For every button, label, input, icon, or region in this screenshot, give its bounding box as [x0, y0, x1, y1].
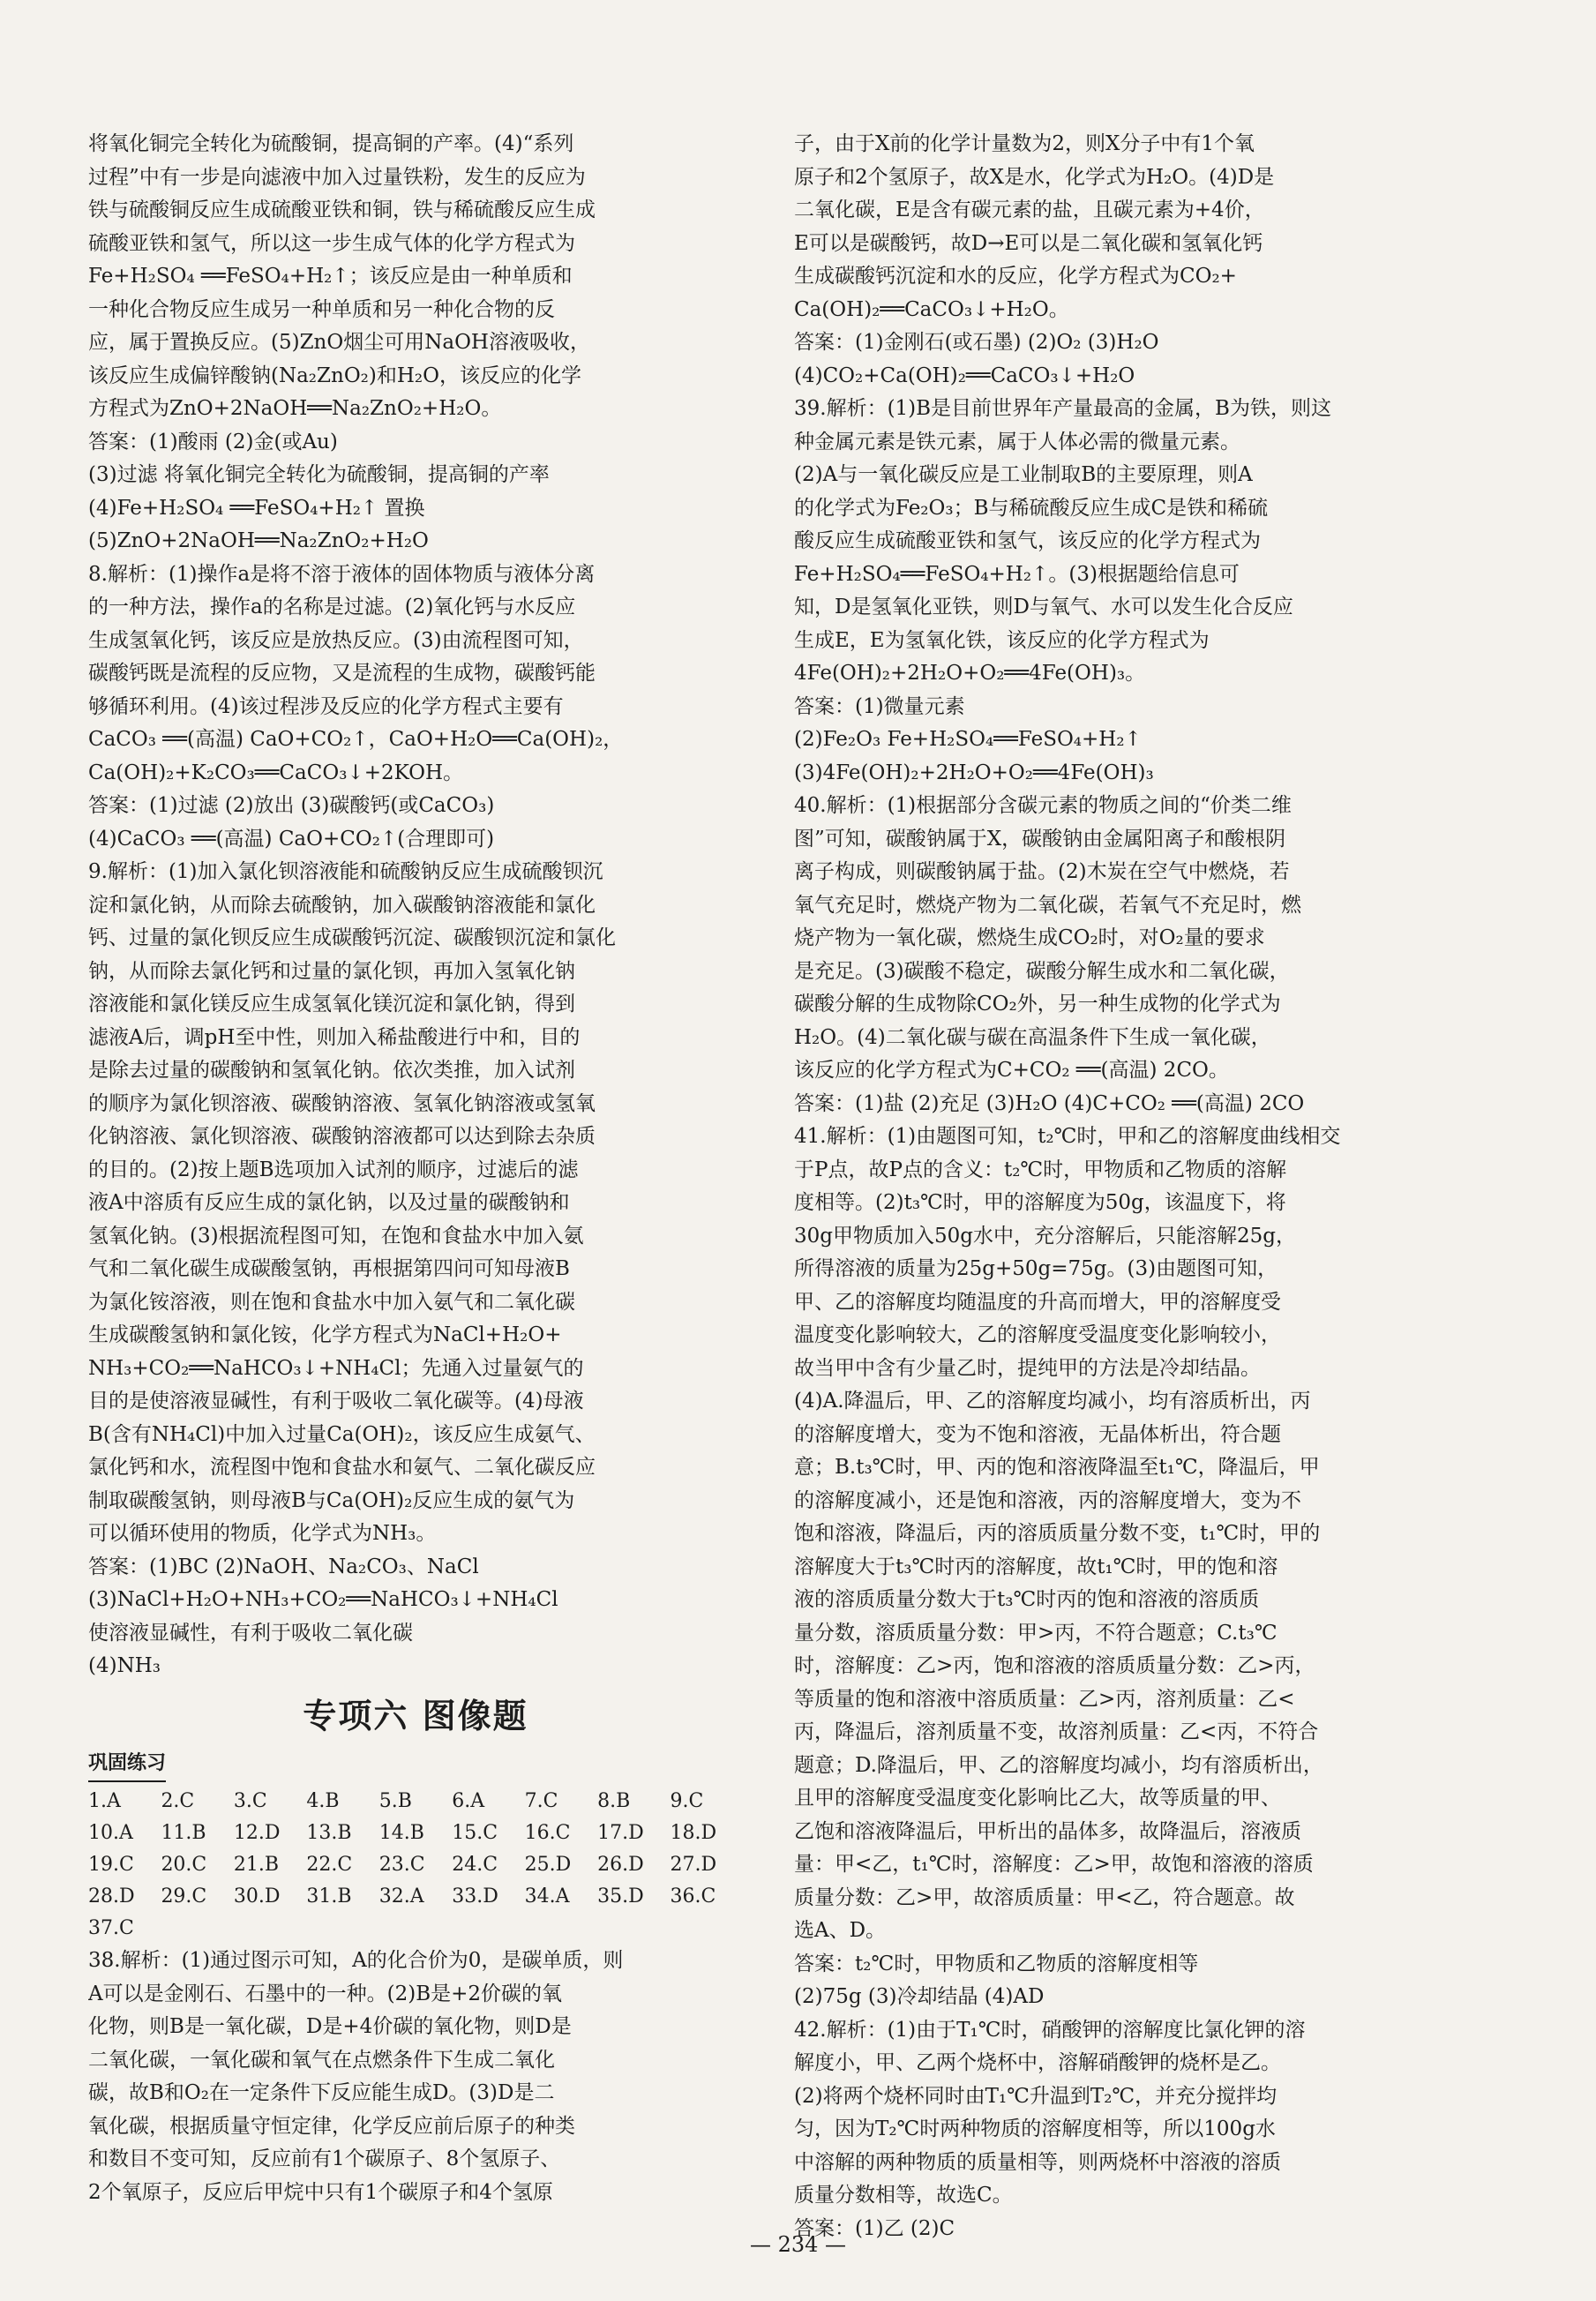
- section-heading: 专项六 图像题: [303, 1696, 528, 1735]
- text-line: 答案：(1)金刚石(或石墨) (2)O₂ (3)H₂O: [794, 331, 1159, 354]
- text-line: (2)将两个烧杯同时由T₁℃升温到T₂℃，并充分搅拌均: [794, 2084, 1278, 2108]
- text-line: 39.解析：(1)B是目前世界年产量最高的金属，B为铁，则这: [794, 397, 1331, 420]
- text-line: 的溶解度增大，变为不饱和溶液，无晶体析出，符合题: [794, 1422, 1281, 1446]
- answer-key-item: 19.C: [88, 1854, 134, 1876]
- text-line: 4Fe(OH)₂+2H₂O+O₂══4Fe(OH)₃。: [794, 662, 1146, 685]
- answer-key-grid: [88, 1786, 743, 1945]
- answer-key-item: 14.B: [378, 1822, 424, 1844]
- text-line: 碳酸钙既是流程的反应物，又是流程的生成物，碳酸钙能: [88, 662, 596, 685]
- text-line: 应，属于置换反应。(5)ZnO烟尘可用NaOH溶液吸收，: [88, 331, 590, 354]
- text-line: 故当甲中含有少量乙时，提纯甲的方法是冷却结晶。: [794, 1356, 1261, 1380]
- text-line: 烧产物为一氧化碳，燃烧生成CO₂时，对O₂量的要求: [794, 926, 1265, 949]
- text-line: 钙、过量的氯化钡反应生成碳酸钙沉淀、碳酸钡沉淀和氯化: [88, 926, 616, 949]
- text-line: 答案：(1)BC (2)NaOH、Na₂CO₃、NaCl: [88, 1555, 479, 1578]
- text-line: 答案：(1)微量元素: [794, 694, 965, 718]
- text-line: 过程”中有一步是向滤液中加入过量铁粉，发生的反应为: [88, 165, 586, 189]
- text-line: 解度小，甲、乙两个烧杯中，溶解硝酸钾的烧杯是乙。: [794, 2051, 1281, 2074]
- text-line: Ca(OH)₂══CaCO₃↓+H₂O。: [794, 297, 1069, 321]
- text-line: Fe+H₂SO₄ ══FeSO₄+H₂↑；该反应是由一种单质和: [88, 265, 573, 288]
- answer-key-item: 10.A: [88, 1822, 133, 1844]
- text-line: 酸反应生成硫酸亚铁和氢气，该反应的化学方程式为: [794, 529, 1261, 552]
- answer-key-item: 2.C: [161, 1790, 195, 1812]
- text-line: 9.解析：(1)加入氯化钡溶液能和硫酸钠反应生成硫酸钡沉: [88, 860, 603, 883]
- answer-key-item: 33.D: [452, 1885, 498, 1908]
- text-line: 于P点，故P点的含义：t₂℃时，甲物质和乙物质的溶解: [794, 1158, 1287, 1181]
- text-line: 答案：(1)过滤 (2)放出 (3)碳酸钙(或CaCO₃): [88, 794, 495, 817]
- answer-key-item: 16.C: [524, 1822, 571, 1844]
- text-line: 二氧化碳，E是含有碳元素的盐，且碳元素为+4价，: [794, 199, 1265, 221]
- text-line: 化钠溶液、氯化钡溶液、碳酸钠溶液都可以达到除去杂质: [88, 1125, 596, 1148]
- text-line: 选A、D。: [794, 1919, 887, 1942]
- text-line: 知，D是氢氧化亚铁，则D与氧气、水可以发生化合反应: [794, 596, 1293, 618]
- text-line: 溶解度大于t₃℃时丙的溶解度，故t₁℃时，甲的饱和溶: [794, 1555, 1278, 1578]
- text-line: 碳，故B和O₂在一定条件下反应能生成D。(3)D是二: [88, 2081, 555, 2104]
- text-line: 化物，则B是一氧化碳，D是+4价碳的氧化物，则D是: [88, 2015, 572, 2038]
- text-line: (2)75g (3)冷却结晶 (4)AD: [794, 1985, 1045, 2008]
- text-line: 意；B.t₃℃时，甲、丙的饱和溶液降温至t₁℃，降温后，甲: [794, 1456, 1320, 1479]
- answer-key-item: 27.D: [670, 1854, 717, 1876]
- text-line: 38.解析：(1)通过图示可知，A的化合价为0，是碳单质，则: [88, 1949, 624, 1972]
- page-number: — 234 —: [749, 2232, 847, 2257]
- text-line: 可以循环使用的物质，化学式为NH₃。: [88, 1522, 437, 1545]
- text-line: Fe+H₂SO₄══FeSO₄+H₂↑。(3)根据题给信息可: [794, 562, 1240, 586]
- text-line: 生成E，E为氢氧化铁，该反应的化学方程式为: [794, 628, 1210, 652]
- text-line: 中溶解的两种物质的质量相等，则两烧杯中溶液的溶质: [794, 2150, 1281, 2174]
- text-line: 二氧化碳，一氧化碳和氧气在点燃条件下生成二氧化: [88, 2048, 555, 2072]
- answer-key-item: 5.B: [378, 1790, 412, 1812]
- text-line: 是除去过量的碳酸钠和氢氧化钠。依次类推，加入试剂: [88, 1059, 575, 1082]
- text-line: CaCO₃ ══(高温) CaO+CO₂↑，CaO+H₂O══Ca(OH)₂，: [88, 728, 624, 751]
- text-line: 硫酸亚铁和氢气，所以这一步生成气体的化学方程式为: [88, 231, 575, 255]
- text-line: 目的是使溶液显碱性，有利于吸收二氧化碳等。(4)母液: [88, 1390, 584, 1413]
- text-line: 30g甲物质加入50g水中，充分溶解后，只能溶解25g，: [794, 1224, 1296, 1248]
- text-line: 丙，降温后，溶剂质量不变，故溶剂质量：乙<丙，不符合: [794, 1720, 1319, 1743]
- text-line: 8.解析：(1)操作a是将不溶于液体的固体物质与液体分离: [88, 562, 596, 586]
- answer-key-item: 37.C: [88, 1917, 134, 1939]
- answer-key-item: 22.C: [306, 1854, 353, 1876]
- answer-key-item: 32.A: [378, 1885, 424, 1908]
- text-line: 等质量的饱和溶液中溶质质量：乙>丙，溶剂质量：乙<: [794, 1687, 1295, 1711]
- answer-key-item: 12.D: [233, 1822, 281, 1844]
- text-line: 温度变化影响较大，乙的溶解度受温度变化影响较小，: [794, 1323, 1281, 1346]
- answer-key-item: 26.D: [597, 1854, 644, 1876]
- text-line: 甲、乙的溶解度均随温度的升高而增大，甲的溶解度受: [794, 1290, 1281, 1314]
- text-line: 子，由于X前的化学计量数为2，则X分子中有1个氧: [794, 132, 1255, 155]
- text-line: 该反应生成偏锌酸钠(Na₂ZnO₂)和H₂O，该反应的化学: [88, 364, 582, 387]
- text-line: 生成氢氧化钙，该反应是放热反应。(3)由流程图可知，: [88, 628, 584, 652]
- answer-key-item: 8.B: [597, 1790, 631, 1812]
- text-line: 题意；D.降温后，甲、乙的溶解度均减小，均有溶质析出，: [794, 1753, 1323, 1777]
- text-line: 的顺序为氯化钡溶液、碳酸钠溶液、氢氧化钠溶液或氢氧: [88, 1091, 596, 1115]
- answer-key-item: 4.B: [306, 1790, 340, 1812]
- text-line: 且甲的溶解度受温度变化影响比乙大，故等质量的甲、: [794, 1787, 1281, 1810]
- text-line: 够循环利用。(4)该过程涉及反应的化学方程式主要有: [88, 694, 564, 718]
- answer-key-item: 31.B: [306, 1885, 352, 1908]
- answer-key-item: 24.C: [452, 1854, 498, 1876]
- text-line: H₂O。(4)二氧化碳与碳在高温条件下生成一氧化碳，: [794, 1025, 1271, 1049]
- text-line: 碳酸分解的生成物除CO₂外，另一种生成物的化学式为: [794, 993, 1281, 1016]
- text-line: 气和二氧化碳生成碳酸氢钠，再根据第四问可知母液B: [88, 1257, 570, 1280]
- text-line: 离子构成，则碳酸钠属于盐。(2)木炭在空气中燃烧，若: [794, 860, 1290, 883]
- answer-key-item: 35.D: [597, 1885, 644, 1908]
- text-line: (4)CO₂+Ca(OH)₂══CaCO₃↓+H₂O: [794, 364, 1135, 387]
- text-line: 40.解析：(1)根据部分含碳元素的物质之间的“价类二维: [794, 794, 1292, 817]
- text-line: 使溶液显碱性，有利于吸收二氧化碳: [88, 1621, 413, 1645]
- text-line: 液的溶质质量分数大于t₃℃时丙的饱和溶液的溶质质: [794, 1588, 1260, 1611]
- answer-key-item: 17.D: [597, 1822, 644, 1844]
- text-line: 原子和2个氢原子，故X是水，化学式为H₂O。(4)D是: [794, 165, 1275, 189]
- answer-key-item: 30.D: [233, 1885, 281, 1908]
- text-line: 生成碳酸钙沉淀和水的反应，化学方程式为CO₂+: [794, 265, 1237, 288]
- text-line: 时，溶解度：乙>丙，饱和溶液的溶质质量分数：乙>丙，: [794, 1654, 1315, 1677]
- text-line: 答案：t₂℃时，甲物质和乙物质的溶解度相等: [794, 1952, 1199, 1975]
- text-line: 滤液A后，调pH至中性，则加入稀盐酸进行中和，目的: [88, 1025, 581, 1049]
- text-line: (2)A与一氧化碳反应是工业制取B的主要原理，则A: [794, 463, 1253, 486]
- answer-key-item: 20.C: [161, 1854, 207, 1876]
- text-line: 方程式为ZnO+2NaOH══Na₂ZnO₂+H₂O。: [88, 397, 502, 420]
- answer-key-item: 11.B: [161, 1822, 206, 1844]
- text-line: 度相等。(2)t₃℃时，甲的溶解度为50g，该温度下，将: [794, 1191, 1286, 1214]
- text-line: 答案：(1)乙 (2)C: [794, 2216, 955, 2240]
- text-line: (2)Fe₂O₃ Fe+H₂SO₄══FeSO₄+H₂↑: [794, 728, 1142, 751]
- answer-key-item: 1.A: [88, 1790, 121, 1812]
- text-line: 答案：(1)盐 (2)充足 (3)H₂O (4)C+CO₂ ══(高温) 2CO: [794, 1091, 1305, 1115]
- text-line: 制取碳酸氢钠，则母液B与Ca(OH)₂反应生成的氨气为: [88, 1488, 575, 1512]
- text-line: 氯化钙和水，流程图中饱和食盐水和氨气、二氧化碳反应: [88, 1456, 596, 1479]
- text-line: (3)NaCl+H₂O+NH₃+CO₂══NaHCO₃↓+NH₄Cl: [88, 1588, 558, 1611]
- text-line: (4)CaCO₃ ══(高温) CaO+CO₂↑(合理即可): [88, 827, 495, 851]
- text-line: 铁与硫酸铜反应生成硫酸亚铁和铜，铁与稀硫酸反应生成: [88, 199, 596, 221]
- text-line: (3)4Fe(OH)₂+2H₂O+O₂══4Fe(OH)₃: [794, 761, 1154, 784]
- text-line: 钠，从而除去氯化钙和过量的氯化钡，再加入氢氧化钠: [88, 959, 575, 983]
- text-line: A可以是金刚石、石墨中的一种。(2)B是+2价碳的氧: [88, 1982, 562, 2005]
- right-column: [794, 128, 1449, 2245]
- answer-key-item: 13.B: [306, 1822, 352, 1844]
- text-line: 乙饱和溶液降温后，甲析出的晶体多，故降温后，溶液质: [794, 1819, 1301, 1843]
- text-line: B(含有NH₄Cl)中加入过量Ca(OH)₂，该反应生成氨气、: [88, 1422, 596, 1446]
- text-line: 氢氧化钠。(3)根据流程图可知，在饱和食盐水中加入氨: [88, 1224, 584, 1248]
- text-line: 质量分数：乙>甲，故溶质质量：甲<乙，符合题意。故: [794, 1885, 1295, 1909]
- text-line: 淀和氯化钠，从而除去硫酸钠，加入碳酸钠溶液能和氯化: [88, 893, 596, 917]
- text-line: NH₃+CO₂══NaHCO₃↓+NH₄Cl；先通入过量氨气的: [88, 1356, 584, 1380]
- text-line: 是充足。(3)碳酸不稳定，碳酸分解生成水和二氧化碳，: [794, 959, 1290, 983]
- left-column: [88, 128, 743, 2209]
- answer-key-item: 23.C: [378, 1854, 425, 1876]
- text-line: 液A中溶质有反应生成的氯化钠，以及过量的碳酸钠和: [88, 1191, 570, 1214]
- answer-key-item: 21.B: [233, 1854, 280, 1876]
- answer-key-item: 29.C: [161, 1885, 207, 1908]
- text-line: Ca(OH)₂+K₂CO₃══CaCO₃↓+2KOH。: [88, 761, 464, 784]
- answer-key-item: 18.D: [670, 1822, 717, 1844]
- text-line: (5)ZnO+2NaOH══Na₂ZnO₂+H₂O: [88, 529, 429, 552]
- text-line: 答案：(1)酸雨 (2)金(或Au): [88, 430, 338, 453]
- text-line: 溶液能和氯化镁反应生成氢氧化镁沉淀和氯化钠，得到: [88, 993, 575, 1016]
- text-line: 图”可知，碳酸钠属于X，碳酸钠由金属阳离子和酸根阴: [794, 827, 1286, 851]
- text-line: 的溶解度减小，还是饱和溶液，丙的溶解度增大，变为不: [794, 1488, 1301, 1512]
- left-text-block: [88, 128, 743, 1683]
- text-line: 氧气充足时，燃烧产物为二氧化碳，若氧气不充足时，燃: [794, 893, 1301, 917]
- right-text-block: [794, 128, 1449, 2245]
- text-line: (4)NH₃: [88, 1654, 161, 1677]
- answer-key-item: 7.C: [524, 1790, 558, 1812]
- text-line: 为氯化铵溶液，则在饱和食盐水中加入氨气和二氧化碳: [88, 1290, 575, 1314]
- text-line: 42.解析：(1)由于T₁℃时，硝酸钾的溶解度比氯化钾的溶: [794, 2018, 1306, 2042]
- answer-key-item: 15.C: [452, 1822, 498, 1844]
- text-line: 的一种方法，操作a的名称是过滤。(2)氧化钙与水反应: [88, 596, 576, 618]
- text-line: 的目的。(2)按上题B选项加入试剂的顺序，过滤后的滤: [88, 1158, 579, 1181]
- text-line: 一种化合物反应生成另一种单质和另一种化合物的反: [88, 297, 555, 321]
- text-line: 氧化碳，根据质量守恒定律，化学反应前后原子的种类: [88, 2114, 575, 2138]
- left-tail-block: [88, 1945, 743, 2209]
- answer-key-item: 25.D: [524, 1854, 572, 1876]
- text-line: 种金属元素是铁元素，属于人体必需的微量元素。: [794, 430, 1240, 453]
- answer-key-item: 34.A: [524, 1885, 570, 1908]
- answer-key-item: 6.A: [452, 1790, 485, 1812]
- text-line: 的化学式为Fe₂O₃；B与稀硫酸反应生成C是铁和稀硫: [794, 496, 1269, 520]
- answer-key-item: 36.C: [670, 1885, 716, 1908]
- text-line: 量：甲<乙，t₁℃时，溶解度：乙>甲，故饱和溶液的溶质: [794, 1853, 1314, 1876]
- text-line: E可以是碳酸钙，故D→E可以是二氧化碳和氢氧化钙: [794, 231, 1263, 255]
- text-line: (4)Fe+H₂SO₄ ══FeSO₄+H₂↑ 置换: [88, 496, 425, 520]
- text-line: 饱和溶液，降温后，丙的溶质质量分数不变，t₁℃时，甲的: [794, 1522, 1321, 1545]
- answer-key-item: 9.C: [670, 1790, 704, 1812]
- text-line: 该反应的化学方程式为C+CO₂ ══(高温) 2CO。: [794, 1059, 1229, 1082]
- text-line: 和数目不变可知，反应前有1个碳原子、8个氢原子、: [88, 2147, 561, 2170]
- text-line: 质量分数相等，故选C。: [794, 2184, 1013, 2207]
- text-line: 将氧化铜完全转化为硫酸铜，提高铜的产率。(4)“系列: [88, 132, 574, 155]
- text-line: 匀，因为T₂℃时两种物质的溶解度相等，所以100g水: [794, 2117, 1276, 2140]
- text-line: 量分数，溶质质量分数：甲>丙，不符合题意；C.t₃℃: [794, 1621, 1278, 1645]
- answer-key-item: 3.C: [233, 1790, 267, 1812]
- practice-tag: 巩固练习: [88, 1747, 166, 1783]
- text-line: 2个氧原子，反应后甲烷中只有1个碳原子和4个氢原: [88, 2180, 553, 2204]
- text-line: (4)A.降温后，甲、乙的溶解度均减小，均有溶质析出，丙: [794, 1390, 1311, 1413]
- answer-key-item: 28.D: [88, 1885, 135, 1908]
- text-line: 41.解析：(1)由题图可知，t₂℃时，甲和乙的溶解度曲线相交: [794, 1125, 1341, 1148]
- text-line: 生成碳酸氢钠和氯化铵，化学方程式为NaCl+H₂O+: [88, 1323, 562, 1346]
- text-line: (3)过滤 将氧化铜完全转化为硫酸铜，提高铜的产率: [88, 463, 550, 486]
- text-line: 所得溶液的质量为25g+50g=75g。(3)由题图可知，: [794, 1257, 1278, 1280]
